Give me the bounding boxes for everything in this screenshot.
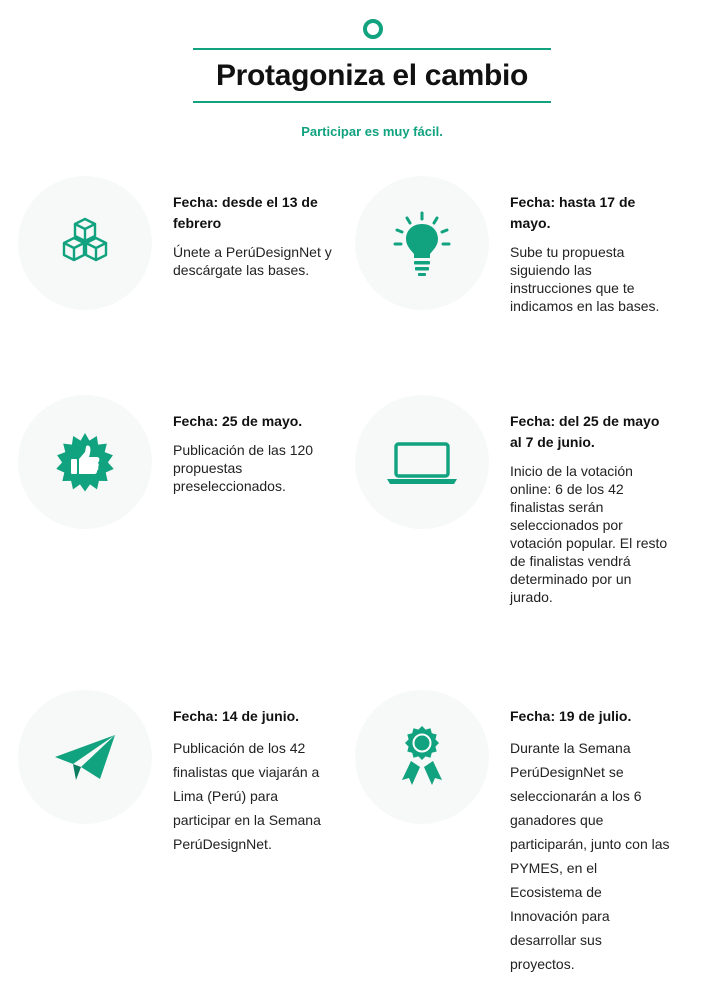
step-description: Inicio de la votación online: 6 de los 42 finalistas serán seleccionados por votación popular. El resto de finalistas vendrá determinado por un jurado. (510, 463, 668, 605)
step-description: Únete a PerúDesignNet y descárgate las bases. (173, 244, 332, 278)
laptop-icon (382, 422, 462, 502)
ring-icon (363, 19, 383, 39)
step-description: Publicación de las 120 propuestas preseleccionados. (173, 442, 314, 494)
cubes-icon (45, 203, 125, 283)
step-date: Fecha: hasta 17 de mayo. (510, 194, 636, 231)
step-date: Fecha: 14 de junio. (173, 708, 300, 724)
step-icon-circle (18, 690, 152, 824)
lightbulb-icon (382, 203, 462, 283)
award-ribbon-icon (382, 717, 462, 797)
step-icon-circle (18, 395, 152, 529)
step-date: Fecha: 25 de mayo. (173, 413, 303, 429)
paper-plane-icon (45, 717, 125, 797)
page-title: Protagoniza el cambio (215, 59, 529, 92)
step-date: Fecha: del 25 de mayo al 7 de junio. (510, 413, 660, 450)
title-bottom-rule (193, 101, 551, 103)
thumbs-up-badge-icon (45, 422, 125, 502)
step-icon-circle (355, 690, 489, 824)
step-description: Durante la Semana PerúDesignNet se seleccionarán a los 6 ganadores que participarán, junto con las PYMES, en el Ecosistema de Innovación para desarrollar sus proyectos. (510, 740, 670, 972)
step-icon-circle (18, 176, 152, 310)
step-description: Publicación de los 42 finalistas que viajarán a Lima (Perú) para participar en la Semana PerúDesignNet. (173, 740, 321, 852)
step-date: Fecha: 19 de julio. (510, 708, 632, 724)
title-top-rule (193, 48, 551, 50)
page-subtitle: Participar es muy fácil. (301, 124, 443, 139)
step-icon-circle (355, 176, 489, 310)
step-icon-circle (355, 395, 489, 529)
step-description: Sube tu propuesta siguiendo las instrucciones que te indicamos en las bases. (510, 244, 660, 314)
step-date: Fecha: desde el 13 de febrero (173, 194, 318, 231)
